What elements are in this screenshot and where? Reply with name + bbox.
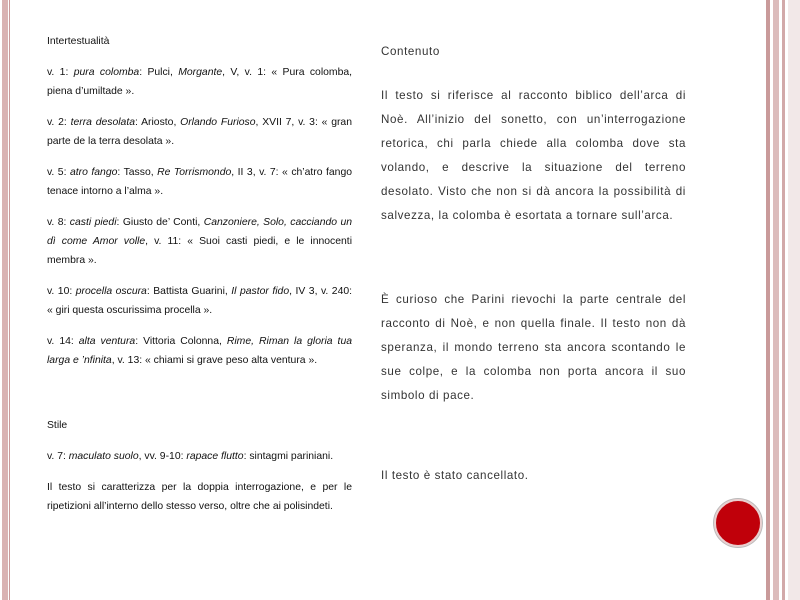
intertext-work: Canzoniere, Solo, cacciando un dì come Amor volle [47,217,352,247]
right-border-stripe-4 [788,0,800,600]
content-paragraph-3: Il testo è stato cancellato. [381,469,529,482]
intertext-item: v. 14: alta ventura: Vittoria Colonna, Rime, Riman la gloria tua larga e ’nfinita, v. 13: « chiami si grave peso alta ventura ». [47,336,353,366]
intertext-term: casti piedi [69,217,117,228]
left-column [47,32,352,528]
paragraph-gap [381,228,686,288]
red-circle-decoration [714,499,762,547]
section-spacer [47,382,352,416]
intertext-item: v. 2: terra desolata: Ariosto, Orlando Furioso, XVII 7, v. 3: « gran parte de la terra desolata ». [47,117,352,147]
content-paragraph-1: Il testo si riferisce al racconto biblico dell’arca di Noè. All’inizio del sonetto, con un’interrogazione retorica, chi parla chiede alla colomba dove sta volando, e descrive la situazione del terreno desolato. Visto che non si dà ancora la possibilità di salvezza, la colomba è esortata a tornare sull’arca. [381,89,686,222]
intertext-heading: Intertestualità [47,36,110,47]
stile-term: maculato suolo [68,451,139,462]
intertext-item: v. 8: casti piedi: Giusto de’ Conti, Canzoniere, Solo, cacciando un dì come Amor volle, v. 11: « Suoi casti piedi, e le innocenti membra ». [47,217,353,266]
content-heading: Contenuto [381,45,440,58]
right-border-stripe-3 [782,0,785,600]
intertext-term: atro fango [69,167,118,178]
stile-paragraph: Il testo si caratterizza per la doppia interrogazione, e per le ripetizioni all’interno dello stesso verso, oltre che ai polisindeti. [47,482,352,512]
intertext-item: v. 10: procella oscura: Battista Guarini, Il pastor fido, IV 3, v. 240: « giri questa oscurissima procella ». [47,286,353,316]
intertext-item: v. 1: pura colomba: Pulci, Morgante, V, v. 1: « Pura colomba, piena d’umiltade ». [47,67,353,97]
intertext-work: Rime, Riman la gloria tua larga e ’nfinita [47,336,353,366]
left-border-stripe [2,0,8,600]
intertext-work: Re Torrismondo [157,167,232,178]
paragraph-gap [381,408,686,464]
intertext-term: procella oscura [75,286,147,297]
intertext-work: Morgante [178,67,223,78]
stile-term: rapace flutto [186,451,244,462]
left-border-line [9,0,10,600]
intertext-term: pura colomba [73,67,140,78]
stile-heading: Stile [47,420,68,431]
content-paragraph-2: È curioso che Parini rievochi la parte centrale del racconto di Noè, e non quella finale. Il testo non dà speranza, il mondo terreno sta ancora scontando le sue colpe, e la colomba non porta ancora il suo simbolo di pace. [381,293,686,402]
intertext-term: terra desolata [70,117,135,128]
intertext-work: Orlando Furioso [180,117,256,128]
intertext-term: alta ventura [78,336,136,347]
intertext-work: Il pastor fido [231,286,290,297]
stile-line: v. 7: maculato suolo, vv. 9-10: rapace flutto: sintagmi pariniani. [47,451,334,462]
intertext-item: v. 5: atro fango: Tasso, Re Torrismondo, II 3, v. 7: « ch’atro fango tenace intorno a l’alma ». [47,167,353,197]
right-border-stripe-1 [766,0,770,600]
right-column [381,40,686,488]
right-border-stripe-2 [773,0,779,600]
